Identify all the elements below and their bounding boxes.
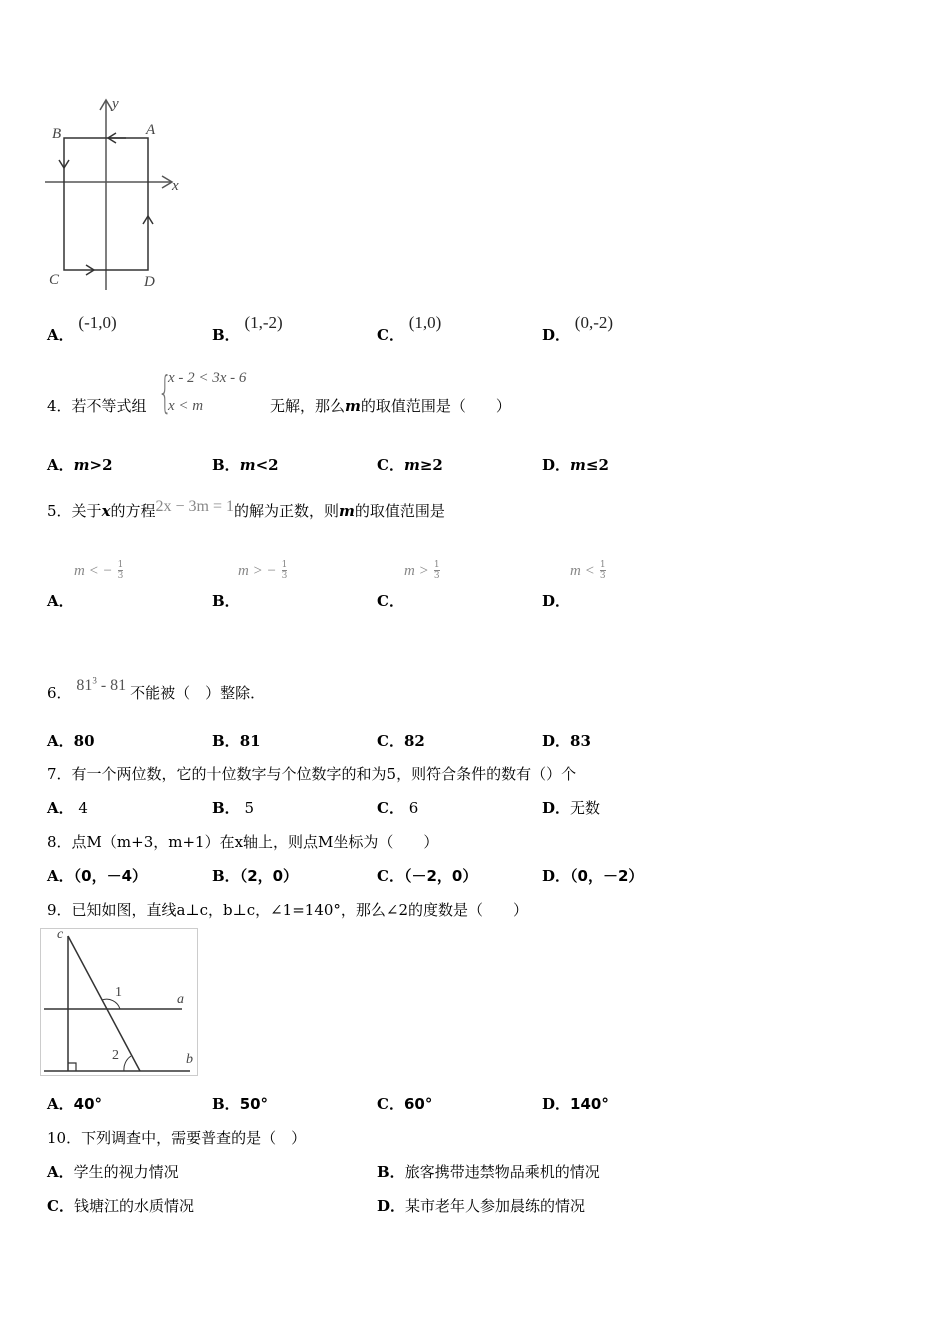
- q7-option-b[interactable]: [212, 797, 254, 818]
- q5-t3: 的解为正数，则: [234, 502, 340, 520]
- option-letter: B．: [212, 732, 240, 750]
- fraction: [600, 560, 606, 581]
- option-letter: D．: [542, 592, 571, 610]
- q7-option-d[interactable]: [542, 797, 600, 818]
- q4-system: [158, 368, 268, 422]
- q5-m: m: [339, 502, 355, 520]
- q10-option-a[interactable]: [47, 1161, 179, 1182]
- q10-stem: 10．下列调查中，需要普查的是（ ）: [47, 1129, 307, 1147]
- question-number: 4．: [47, 397, 72, 415]
- q5-option-b[interactable]: [212, 590, 240, 611]
- q6-stem: [47, 675, 266, 703]
- option-value: 旅客携带违禁物品乘机的情况: [404, 1163, 600, 1181]
- option-value: （0，－4）: [73, 867, 148, 885]
- q9-figure: [40, 928, 200, 1078]
- q9-option-c[interactable]: [377, 1093, 432, 1114]
- q7-stem: 7．有一个两位数，它的十位数字与个位数字的和为5，则符合条件的数有（）个: [47, 765, 577, 783]
- system-line-2: x < m: [168, 398, 204, 414]
- option-value: 无数: [570, 799, 601, 817]
- option-value: 钱塘江的水质情况: [73, 1197, 194, 1215]
- label-b: b: [186, 1052, 193, 1067]
- option-value: 80: [73, 732, 95, 750]
- option-letter: A．: [47, 456, 74, 474]
- label-d: D: [144, 274, 155, 290]
- option-letter: D．: [542, 326, 571, 344]
- fraction-num: 1: [433, 560, 440, 570]
- q7-option-c[interactable]: [377, 797, 418, 818]
- q5-t4: 的取值范围是: [354, 502, 445, 520]
- option-value: (0,-2): [574, 313, 614, 332]
- option-letter: B．: [212, 799, 240, 817]
- q6-option-b[interactable]: [212, 730, 261, 751]
- option-value: 6: [408, 799, 419, 817]
- q6-option-a[interactable]: [47, 730, 95, 751]
- fraction-den: 3: [599, 571, 606, 581]
- option-letter: C．: [377, 456, 404, 474]
- q4-stem-end: [270, 395, 511, 416]
- q4-option-a[interactable]: [47, 454, 113, 475]
- q6-exp: 3: [92, 675, 97, 686]
- option-value: (1,0): [408, 313, 442, 332]
- q5-option-d[interactable]: [542, 590, 570, 611]
- label-x: x: [172, 178, 179, 194]
- system-line-1: x - 2 < 3x - 6: [168, 370, 247, 386]
- option-expr: m < −: [74, 563, 113, 579]
- option-letter: C．: [377, 1095, 404, 1113]
- q5-option-d-expr: [570, 560, 606, 581]
- q9-option-b[interactable]: [212, 1093, 268, 1114]
- option-letter: B．: [212, 592, 240, 610]
- label-angle-1: 1: [115, 985, 122, 1000]
- option-letter: C．: [47, 1197, 74, 1215]
- option-letter: A．: [47, 799, 74, 817]
- q3-option-a[interactable]: [47, 313, 117, 345]
- label-angle-2: 2: [112, 1048, 119, 1063]
- option-letter: C．: [377, 592, 404, 610]
- q5-equation: 2x − 3m = 1: [155, 498, 235, 515]
- option-letter: B．: [212, 456, 240, 474]
- q9-option-d[interactable]: [542, 1093, 609, 1114]
- option-value: 5: [244, 799, 255, 817]
- q8-option-c[interactable]: [377, 865, 477, 886]
- q5-x: x: [101, 502, 111, 520]
- q10-option-b[interactable]: [377, 1161, 600, 1182]
- option-expr: m <: [570, 563, 595, 579]
- label-b: B: [52, 126, 62, 142]
- option-value: （－2，0）: [403, 867, 478, 885]
- option-var: m: [73, 456, 90, 474]
- q3-option-d[interactable]: [542, 313, 614, 345]
- option-letter: A．: [47, 1095, 74, 1113]
- question-number: 5．: [47, 502, 72, 520]
- question-number: 6．: [47, 684, 72, 702]
- q5-option-c-expr: [404, 560, 440, 581]
- q5-option-a[interactable]: [47, 590, 74, 611]
- q5-option-c[interactable]: [377, 590, 404, 611]
- option-letter: D．: [377, 1197, 406, 1215]
- q3-option-c[interactable]: [377, 313, 442, 345]
- option-letter: C．: [377, 732, 404, 750]
- q3-option-b[interactable]: [212, 313, 283, 345]
- option-letter: A．: [47, 326, 74, 344]
- option-value: ≤2: [585, 456, 609, 474]
- option-letter: C．: [377, 326, 404, 344]
- fraction-den: 3: [281, 571, 288, 581]
- option-letter: C．: [377, 799, 404, 817]
- option-value: 83: [570, 732, 591, 750]
- option-value: 学生的视力情况: [73, 1163, 179, 1181]
- option-letter: D．: [542, 799, 571, 817]
- q10-option-c[interactable]: [47, 1195, 194, 1216]
- option-expr: m > −: [238, 563, 277, 579]
- q5-option-a-expr: [74, 560, 123, 581]
- q4-stem: [47, 395, 147, 416]
- option-value: 50°: [239, 1095, 269, 1113]
- angle-2-arc: [124, 1056, 131, 1071]
- option-letter: A．: [47, 867, 74, 885]
- q6-option-c[interactable]: [377, 730, 425, 751]
- label-y: y: [112, 96, 119, 112]
- fraction: [118, 560, 124, 581]
- label-a: a: [177, 992, 184, 1007]
- option-var: m: [403, 456, 420, 474]
- option-letter: A．: [47, 592, 74, 610]
- option-value: 60°: [403, 1095, 433, 1113]
- q10-option-d[interactable]: [377, 1195, 585, 1216]
- right-angle-mark: [68, 1063, 76, 1071]
- q6-base: 81: [76, 677, 93, 694]
- fraction-num: 1: [117, 560, 124, 570]
- q3-figure: [40, 92, 200, 292]
- option-var: m: [239, 456, 256, 474]
- label-c: c: [57, 928, 64, 942]
- option-value: 某市老年人参加晨练的情况: [405, 1197, 586, 1215]
- q5-option-b-expr: [238, 560, 287, 581]
- fraction-num: 1: [599, 560, 606, 570]
- option-letter: D．: [542, 1095, 571, 1113]
- option-value: 82: [403, 732, 425, 750]
- transversal: [68, 936, 140, 1071]
- q4-suffix-b: 的取值范围是（ ）: [360, 397, 511, 415]
- fraction-den: 3: [117, 571, 124, 581]
- q5-t1: 关于: [71, 502, 102, 520]
- q9-option-a[interactable]: [47, 1093, 102, 1114]
- option-letter: A．: [47, 732, 74, 750]
- option-letter: D．: [542, 867, 571, 885]
- q5-t2: 的方程: [110, 502, 156, 520]
- q6-option-d[interactable]: [542, 730, 591, 751]
- option-value: 81: [239, 732, 261, 750]
- q4-option-d[interactable]: [542, 454, 609, 475]
- option-expr: m >: [404, 563, 429, 579]
- option-value: 40°: [73, 1095, 103, 1113]
- option-value: （0，－2）: [570, 867, 644, 885]
- fraction: [282, 560, 288, 581]
- q8-option-d[interactable]: [542, 865, 643, 886]
- q5-stem: [47, 500, 445, 521]
- q4-prefix: 若不等式组: [71, 397, 147, 415]
- option-letter: B．: [212, 867, 240, 885]
- option-letter: B．: [212, 326, 240, 344]
- option-value: (-1,0): [78, 313, 117, 332]
- label-c: C: [49, 272, 60, 288]
- option-value: (1,-2): [244, 313, 283, 332]
- figure-border: [41, 929, 198, 1076]
- option-value: 140°: [570, 1095, 609, 1113]
- option-value: （2，0）: [239, 867, 299, 885]
- q8-option-b[interactable]: [212, 865, 298, 886]
- q6-text: 不能被（ ）整除．: [130, 684, 266, 702]
- option-value: ≥2: [419, 456, 443, 474]
- q4-option-c[interactable]: [377, 454, 443, 475]
- q7-option-a[interactable]: [47, 797, 88, 818]
- q9-stem: 9．已知如图，直线a⊥c，b⊥c，∠1=140°，那么∠2的度数是（ ）: [47, 901, 529, 919]
- option-value: 4: [78, 799, 88, 817]
- q4-option-b[interactable]: [212, 454, 279, 475]
- system-brace: {: [158, 367, 172, 418]
- option-var: m: [570, 456, 586, 474]
- option-value: >2: [89, 456, 113, 474]
- q6-minus: - 81: [96, 677, 127, 694]
- option-value: <2: [255, 456, 279, 474]
- q6-expression: [76, 677, 130, 694]
- q8-stem: 8．点M（m+3，m+1）在x轴上，则点M坐标为（ ）: [47, 833, 439, 851]
- option-letter: A．: [47, 1163, 74, 1181]
- option-letter: B．: [377, 1163, 405, 1181]
- fraction-den: 3: [433, 571, 440, 581]
- option-letter: D．: [542, 456, 571, 474]
- fraction-num: 1: [281, 560, 288, 570]
- q4-suffix-a: 无解，那么: [270, 397, 346, 415]
- q8-option-a[interactable]: [47, 865, 147, 886]
- option-letter: C．: [377, 867, 404, 885]
- fraction: [434, 560, 440, 581]
- option-letter: D．: [542, 732, 571, 750]
- label-a: A: [146, 122, 156, 138]
- q4-var: m: [345, 397, 361, 415]
- option-letter: B．: [212, 1095, 240, 1113]
